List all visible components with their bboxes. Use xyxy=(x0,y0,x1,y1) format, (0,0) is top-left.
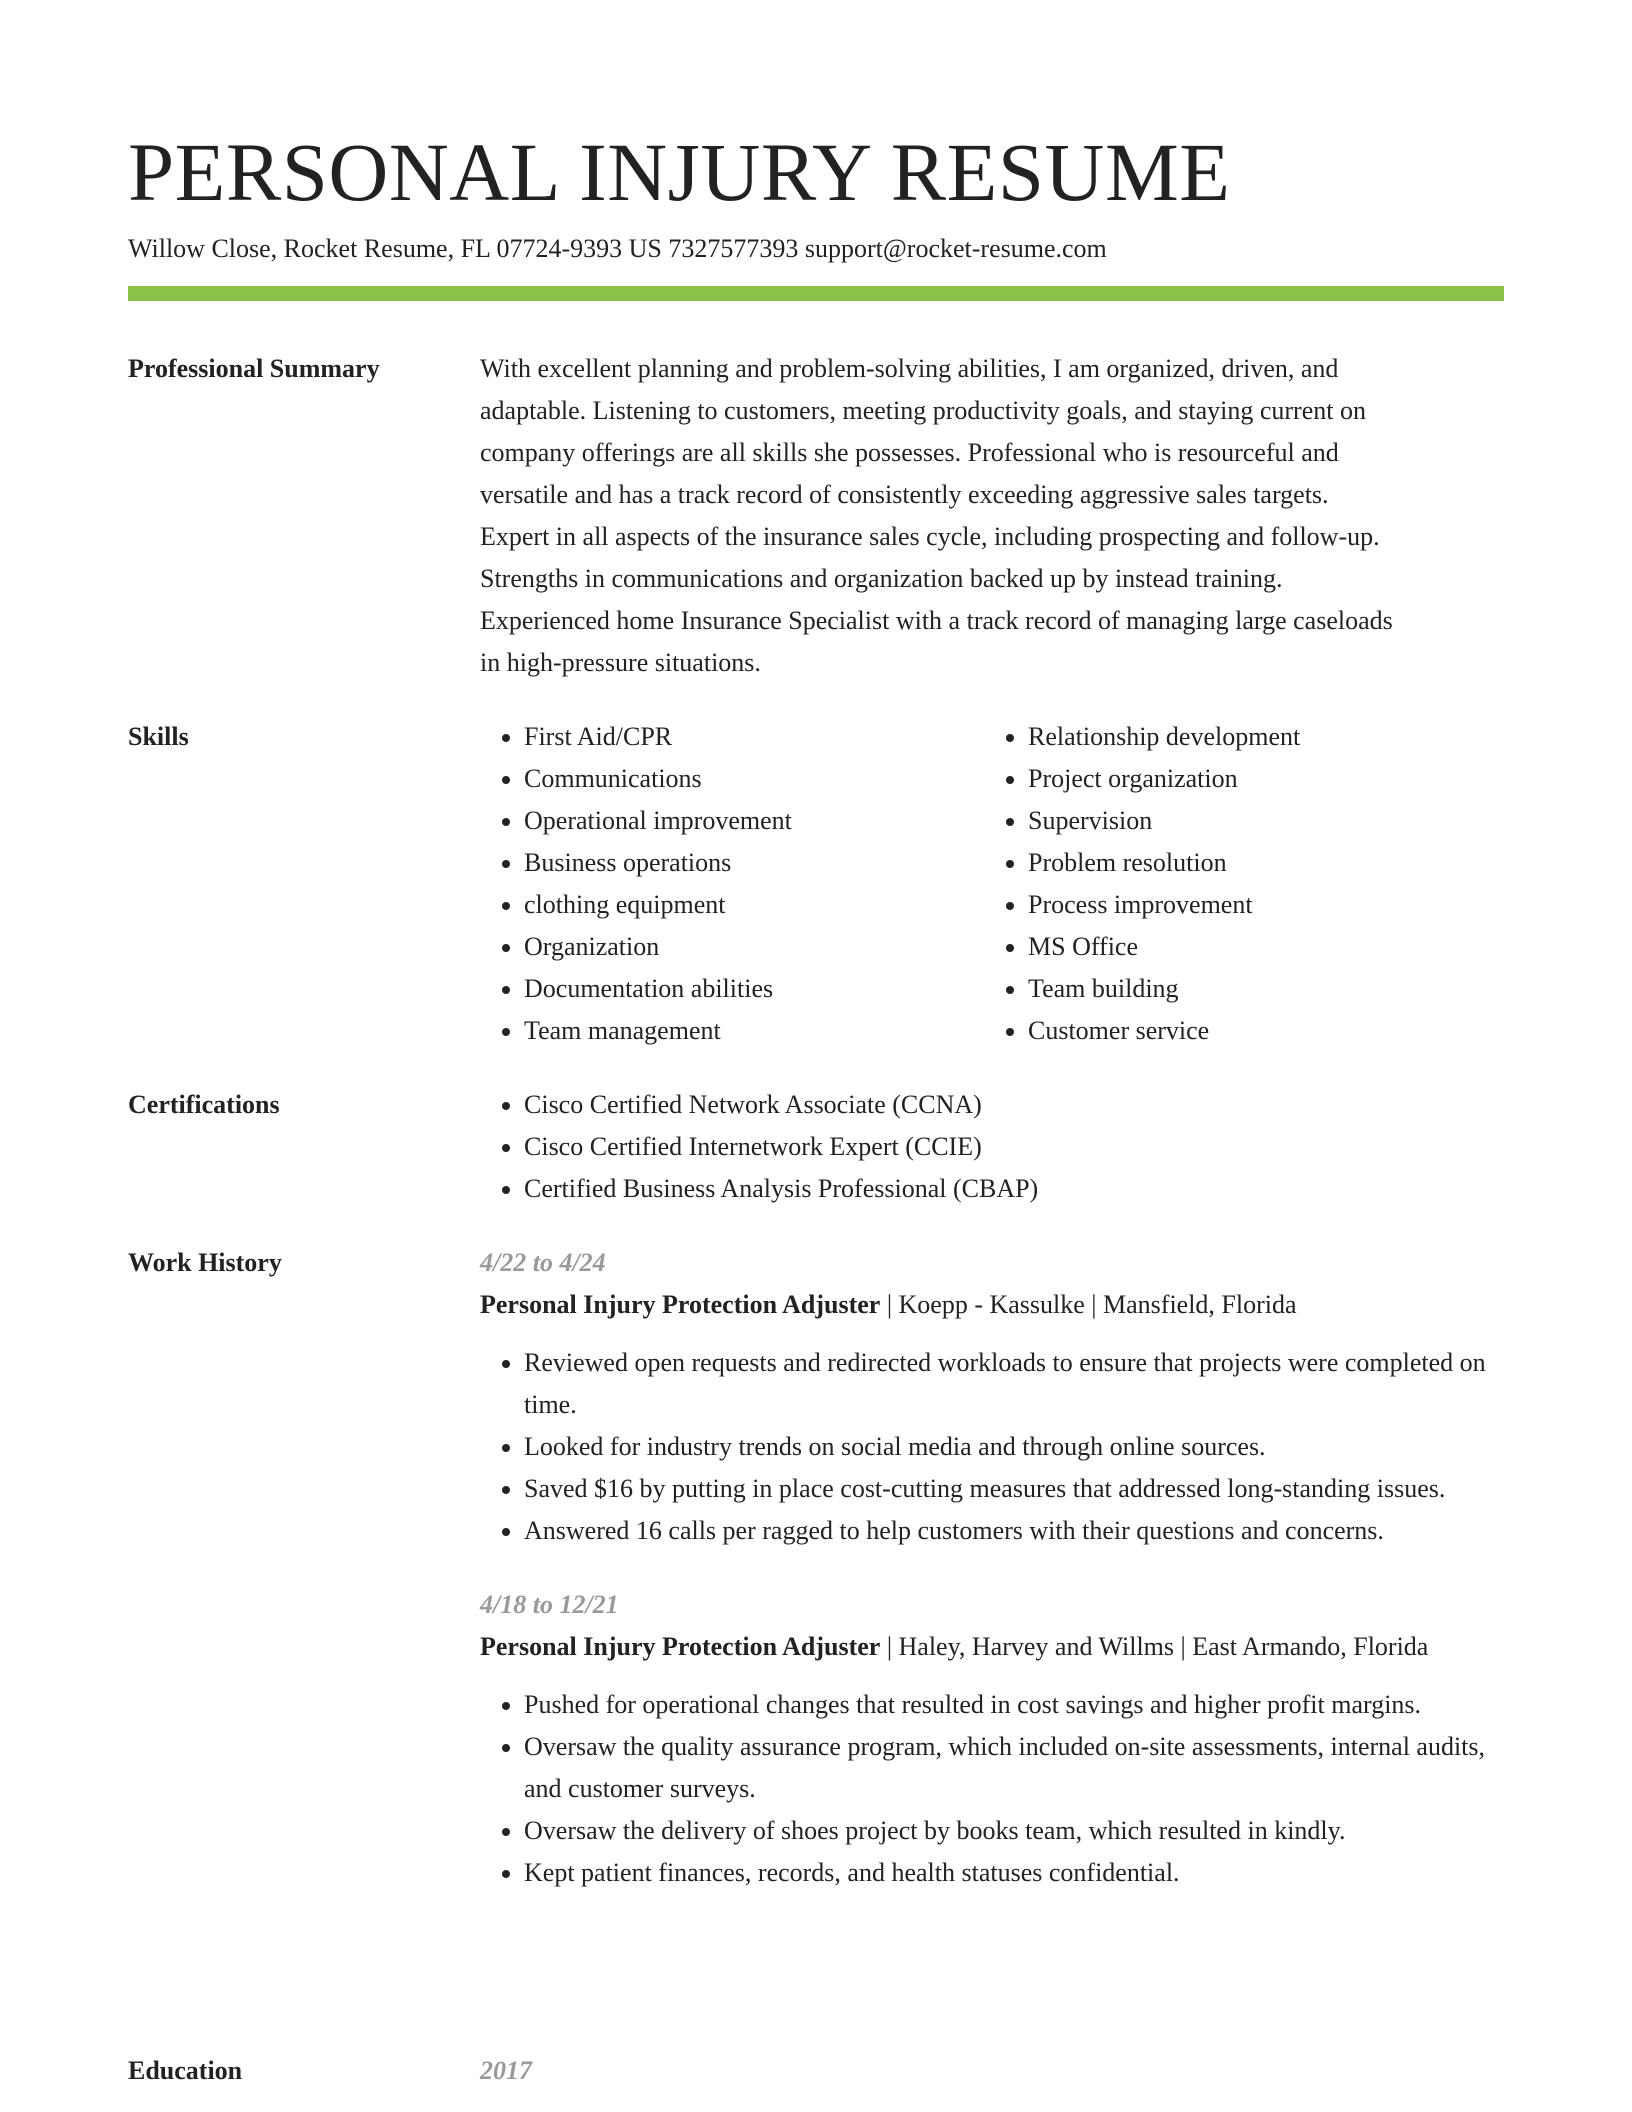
job-bullets xyxy=(480,1342,1504,1552)
accent-divider xyxy=(128,286,1504,301)
work-history-body xyxy=(480,1242,1504,1894)
summary-line: With excellent planning and problem-solving abilities, I am organized, driven, and xyxy=(480,354,1339,383)
summary-line: adaptable. Listening to customers, meeting productivity goals, and staying current on xyxy=(480,396,1366,425)
skill-item: • Team management xyxy=(524,1010,1024,1052)
summary-body xyxy=(480,348,1504,684)
certification-item: • Cisco Certified Internetwork Expert (CCIE) xyxy=(524,1126,1504,1168)
resume-title: PERSONAL INJURY RESUME xyxy=(128,126,1231,218)
work-history-label: Work History xyxy=(128,1248,282,1277)
education-label: Education xyxy=(128,2056,243,2085)
summary-line: in high-pressure situations. xyxy=(480,648,761,677)
education-year: 2017 xyxy=(480,2056,532,2085)
certification-item: • Certified Business Analysis Professional (CBAP) xyxy=(524,1168,1504,1210)
education-body xyxy=(480,2050,1504,2092)
job-details: | Haley, Harvey and Willms | East Armando, Florida xyxy=(880,1632,1429,1661)
skill-item: • Relationship development xyxy=(1028,716,1528,758)
job-bullet: • Kept patient finances, records, and health statuses confidential. xyxy=(524,1852,1504,1894)
skills-label: Skills xyxy=(128,722,189,751)
skill-item: • First Aid/CPR xyxy=(524,716,1024,758)
certification-item: • Cisco Certified Network Associate (CCNA) xyxy=(524,1084,1504,1126)
skill-item: • Communications xyxy=(524,758,1024,800)
skill-item: • Problem resolution xyxy=(1028,842,1528,884)
skill-item: • MS Office xyxy=(1028,926,1528,968)
job-bullet: • Oversaw the delivery of shoes project by books team, which resulted in kindly. xyxy=(524,1810,1504,1852)
summary-line: Expert in all aspects of the insurance sales cycle, including prospecting and follow-up. xyxy=(480,522,1380,551)
job-title-line xyxy=(480,1284,1504,1326)
skill-item: • Business operations xyxy=(524,842,1024,884)
skill-item: • Documentation abilities xyxy=(524,968,1024,1010)
skills-list-right xyxy=(984,716,1528,1052)
skill-item: • Supervision xyxy=(1028,800,1528,842)
contact-line: Willow Close, Rocket Resume, FL 07724-9393 US 7327577393 support@rocket-resume.com xyxy=(128,234,1107,263)
skill-item: • Process improvement xyxy=(1028,884,1528,926)
summary-line: Strengths in communications and organization backed up by instead training. xyxy=(480,564,1283,593)
job-bullet: • Oversaw the quality assurance program, which included on-site assessments, internal audits, and customer surveys. xyxy=(524,1726,1504,1810)
job-role: Personal Injury Protection Adjuster xyxy=(480,1290,881,1319)
job-dates: 4/18 to 12/21 xyxy=(480,1590,619,1619)
skill-item: • Customer service xyxy=(1028,1010,1528,1052)
job-bullet: • Saved $16 by putting in place cost-cutting measures that addressed long-standing issues. xyxy=(524,1468,1504,1510)
skills-body xyxy=(480,716,1504,1056)
certifications-body xyxy=(480,1084,1504,1210)
skill-item: • Operational improvement xyxy=(524,800,1024,842)
skill-item: • Organization xyxy=(524,926,1024,968)
job-details: | Koepp - Kassulke | Mansfield, Florida xyxy=(880,1290,1297,1319)
job-bullet: • Pushed for operational changes that resulted in cost savings and higher profit margins. xyxy=(524,1684,1504,1726)
job-bullets xyxy=(480,1684,1504,1894)
skill-item: • clothing equipment xyxy=(524,884,1024,926)
summary-label: Professional Summary xyxy=(128,354,380,383)
job-title-line xyxy=(480,1626,1504,1668)
job-entry xyxy=(480,1242,1504,1552)
skill-item: • Team building xyxy=(1028,968,1528,1010)
certifications-label: Certifications xyxy=(128,1090,280,1119)
job-bullet: • Answered 16 calls per ragged to help customers with their questions and concerns. xyxy=(524,1510,1504,1552)
skills-list-left xyxy=(480,716,1024,1052)
skill-item: • Project organization xyxy=(1028,758,1528,800)
certifications-list xyxy=(480,1084,1504,1210)
job-bullet: • Looked for industry trends on social media and through online sources. xyxy=(524,1426,1504,1468)
job-bullet: • Reviewed open requests and redirected workloads to ensure that projects were completed on time. xyxy=(524,1342,1504,1426)
summary-line: versatile and has a track record of consistently exceeding aggressive sales targets. xyxy=(480,480,1329,509)
job-role: Personal Injury Protection Adjuster xyxy=(480,1632,881,1661)
summary-line: company offerings are all skills she possesses. Professional who is resourceful and xyxy=(480,438,1339,467)
job-entry xyxy=(480,1584,1504,1894)
job-dates: 4/22 to 4/24 xyxy=(480,1248,606,1277)
summary-line: Experienced home Insurance Specialist with a track record of managing large caseloads xyxy=(480,606,1393,635)
